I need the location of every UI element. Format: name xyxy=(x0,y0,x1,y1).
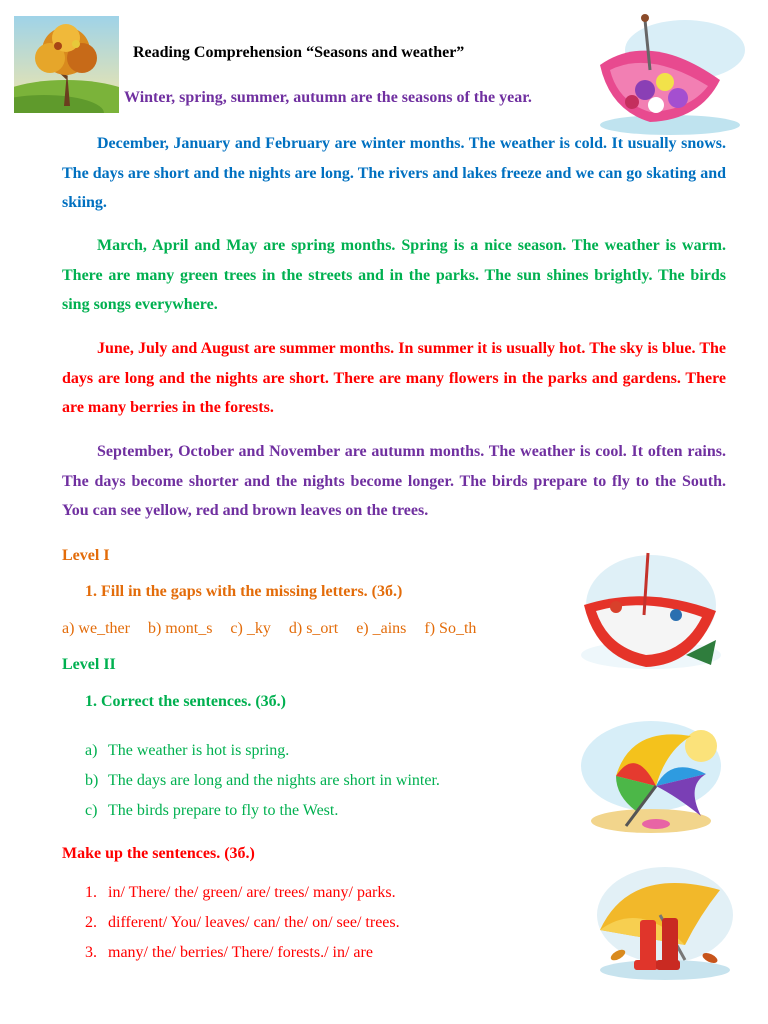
list-marker: 1. xyxy=(85,884,97,901)
gap-word: f) So_th xyxy=(424,620,477,637)
list-item xyxy=(85,736,440,766)
spring-paragraph: March, April and May are spring months. Spring is a nice season. The weather is warm. There are many green trees in the streets and in the parks. The sun shines brightly. The birds sing songs everywhere. xyxy=(62,237,726,314)
gap-word: d) s_ort xyxy=(288,620,339,637)
pink-umbrella-flowers-illustration xyxy=(590,10,754,136)
winter-paragraph: December, January and February are winter months. The weather is cold. It usually snows. The days are short and the nights are long. The rivers and lakes freeze and we can go skating and skiing. xyxy=(62,135,726,212)
level-2-heading: Level II xyxy=(62,656,116,673)
sentence-text: The days are long and the nights are short in winter. xyxy=(108,772,440,789)
list-item xyxy=(85,908,400,938)
summer-umbrella-illustration xyxy=(576,716,726,838)
level-1-task: 1. Fill in the gaps with the missing letters. (3б.) xyxy=(85,583,403,600)
gap-word: c) _ky xyxy=(230,620,271,637)
winter-umbrella-illustration xyxy=(576,545,726,675)
gap-word: e) _ains xyxy=(356,620,407,637)
list-marker: a) xyxy=(85,742,98,759)
gap-word: a) we_ther xyxy=(62,620,130,637)
list-item xyxy=(85,938,400,968)
list-item xyxy=(85,766,440,796)
level-1-heading: Level I xyxy=(62,547,110,564)
sentence-text: in/ There/ the/ green/ are/ trees/ many/ parks. xyxy=(108,884,396,901)
gap-words-row xyxy=(62,620,490,638)
worksheet-title: Reading Comprehension “Seasons and weather” xyxy=(133,44,465,61)
list-marker: c) xyxy=(85,802,98,819)
autumn-umbrella-boots-illustration xyxy=(590,860,740,982)
autumn-paragraph: September, October and November are autumn months. The weather is cool. It often rains. The days become shorter and the nights become longer. The birds prepare to fly to the South. You can see yellow, red and brown leaves on the trees. xyxy=(62,443,726,520)
autumn-tree-illustration xyxy=(14,16,119,113)
level-2-task: 1. Correct the sentences. (3б.) xyxy=(85,693,286,710)
make-up-heading: Make up the sentences. (3б.) xyxy=(62,845,255,862)
list-item xyxy=(85,878,400,908)
list-item xyxy=(85,796,440,826)
intro-sentence: Winter, spring, summer, autumn are the seasons of the year. xyxy=(124,89,532,106)
gap-word: b) mont_s xyxy=(147,620,213,637)
summer-paragraph: June, July and August are summer months. In summer it is usually hot. The sky is blue. The days are long and the nights are short. There are many flowers in the parks and gardens. There are many berries in the forests. xyxy=(62,340,726,417)
sentence-text: The birds prepare to fly to the West. xyxy=(108,802,339,819)
correct-sentences-list xyxy=(85,736,440,826)
sentence-text: different/ You/ leaves/ can/ the/ on/ see/ trees. xyxy=(108,914,400,931)
sentence-text: many/ the/ berries/ There/ forests./ in/ are xyxy=(108,944,373,961)
list-marker: 2. xyxy=(85,914,97,931)
sentence-text: The weather is hot is spring. xyxy=(108,742,290,759)
list-marker: b) xyxy=(85,772,99,789)
make-up-sentences-list xyxy=(85,878,400,968)
list-marker: 3. xyxy=(85,944,97,961)
